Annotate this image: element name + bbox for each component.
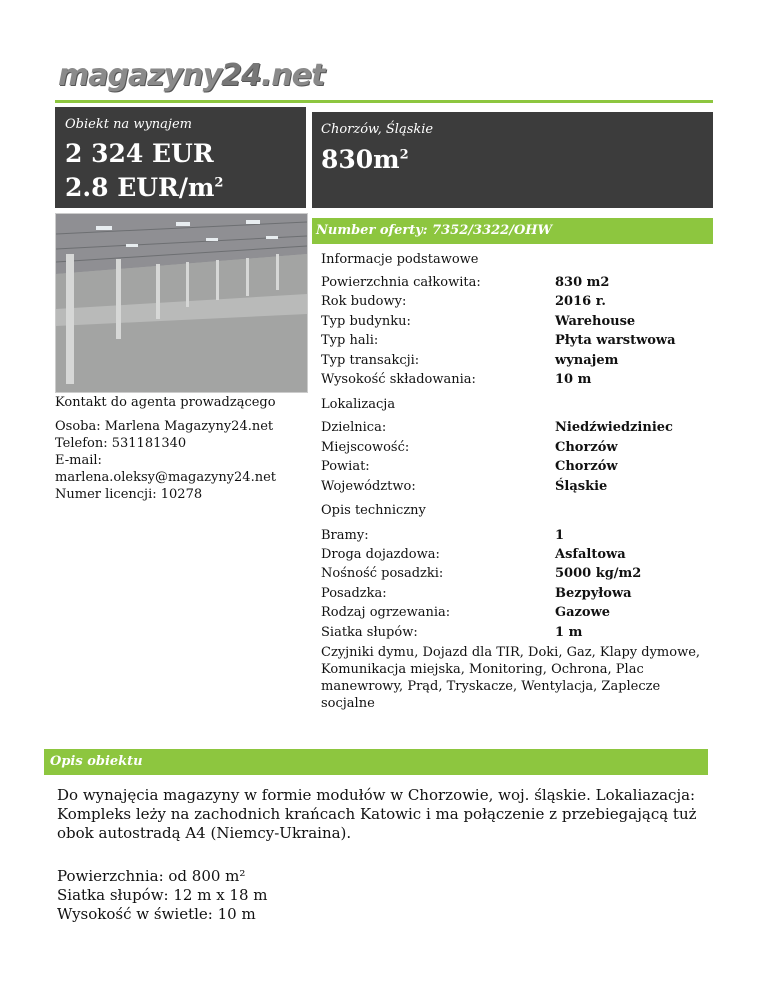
area-sup: 2 <box>399 147 409 163</box>
description-title: Opis obiektu <box>50 754 143 769</box>
location-label: Miejscowość: <box>321 440 410 455</box>
site-logo[interactable] <box>58 58 324 93</box>
logo-text-b: 24 <box>221 58 261 93</box>
logo-text-c: .net <box>260 58 325 93</box>
basic-label: Powierzchnia całkowita: <box>321 275 481 290</box>
warehouse-photo[interactable] <box>55 213 308 393</box>
basic-value: Warehouse <box>555 314 636 329</box>
technical-value: 1 <box>555 528 565 543</box>
technical-label: Siatka słupów: <box>321 625 418 640</box>
location-title: Lokalizacja <box>321 397 396 412</box>
location-value: Chorzów <box>555 440 618 455</box>
technical-label: Rodzaj ogrzewania: <box>321 605 451 620</box>
contact-title: Kontakt do agenta prowadzącego <box>55 395 276 410</box>
header-divider <box>55 100 713 103</box>
technical-label: Droga dojazdowa: <box>321 547 440 562</box>
description-paragraph: Do wynajęcia magazyny w formie modułów w Chorzowie, woj. śląskie. Lokaliazacja: Kompleks leży na zachodnich krańcach Katowic i ma połączenie z przebiegającą tuż obok autostradą A4 (Niemcy-Ukraina). <box>57 786 697 842</box>
basic-value: 2016 r. <box>555 294 606 309</box>
price-per-m <box>65 173 223 202</box>
price-caption: Obiekt na wynajem <box>65 117 192 132</box>
contact-person: Osoba: Marlena Magazyny24.net <box>55 419 274 434</box>
technical-value: Bezpyłowa <box>555 586 632 601</box>
location-value: Niedźwiedziniec <box>555 420 673 435</box>
location-value: Chorzów <box>555 459 618 474</box>
contact-email-label: E-mail: <box>55 453 102 468</box>
location-caption: Chorzów, Śląskie <box>321 122 434 137</box>
basic-value: Płyta warstwowa <box>555 333 676 348</box>
contact-phone[interactable]: Telefon: 531181340 <box>55 436 187 451</box>
technical-label: Posadzka: <box>321 586 387 601</box>
warehouse-image <box>56 214 307 392</box>
location-box <box>312 112 713 208</box>
description-line: Siatka słupów: 12 m x 18 m <box>57 886 268 904</box>
offer-number-bar <box>312 218 713 244</box>
price-box <box>55 107 306 208</box>
technical-title: Opis techniczny <box>321 503 426 518</box>
contact-email[interactable]: marlena.oleksy@magazyny24.net <box>55 470 276 485</box>
basic-value: 10 m <box>555 372 592 387</box>
basic-info-title: Informacje podstawowe <box>321 252 479 267</box>
description-bar <box>44 749 708 775</box>
technical-features: Czyjniki dymu, Dojazd dla TIR, Doki, Gaz, Klapy dymowe, Komunikacja miejska, Monitoring, Ochrona, Plac manewrowy, Prąd, Tryskacze, Wentylacja, Zaplecze socjalne <box>321 645 701 711</box>
technical-value: 5000 kg/m2 <box>555 566 642 581</box>
logo-text-a: magazyny <box>58 58 222 93</box>
price-total: 2 324 EUR <box>65 139 214 168</box>
location-label: Powiat: <box>321 459 370 474</box>
offer-number: Number oferty: 7352/3322/OHW <box>316 223 553 238</box>
location-label: Województwo: <box>321 479 416 494</box>
area-text: 830m <box>321 145 400 174</box>
description-line: Wysokość w świetle: 10 m <box>57 905 256 923</box>
technical-value: 1 m <box>555 625 583 640</box>
basic-label: Wysokość składowania: <box>321 372 476 387</box>
technical-label: Bramy: <box>321 528 369 543</box>
technical-value: Asfaltowa <box>555 547 626 562</box>
technical-value: Gazowe <box>555 605 611 620</box>
location-value: Śląskie <box>555 479 608 494</box>
basic-label: Typ hali: <box>321 333 379 348</box>
contact-license: Numer licencji: 10278 <box>55 487 203 502</box>
basic-label: Rok budowy: <box>321 294 407 309</box>
basic-value: wynajem <box>555 353 619 368</box>
price-per-m-text: 2.8 EUR/m <box>65 173 215 202</box>
location-label: Dzielnica: <box>321 420 387 435</box>
basic-value: 830 m2 <box>555 275 610 290</box>
basic-label: Typ transakcji: <box>321 353 420 368</box>
description-line: Powierzchnia: od 800 m² <box>57 867 246 885</box>
technical-label: Nośność posadzki: <box>321 566 444 581</box>
price-per-m-sup: 2 <box>214 175 224 191</box>
area-total <box>321 145 409 174</box>
basic-label: Typ budynku: <box>321 314 411 329</box>
